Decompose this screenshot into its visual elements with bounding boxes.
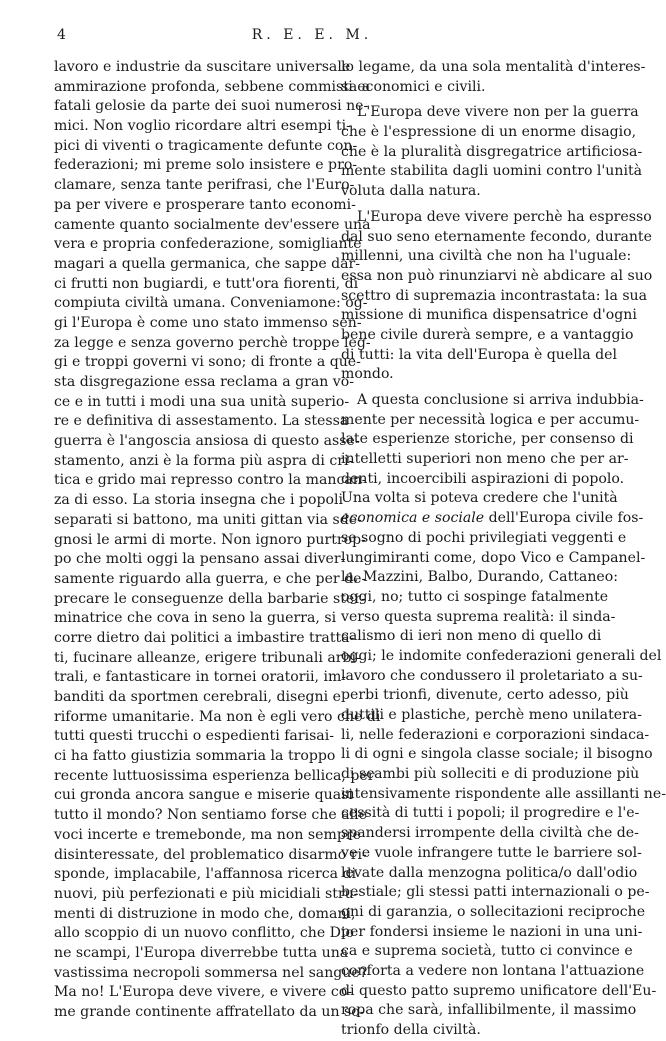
text-line: cui gronda ancora sangue e miserie quasi bbox=[54, 787, 353, 804]
text-line: re e definitiva di assestamento. La stessa bbox=[54, 413, 349, 430]
text-line: ti, fucinare alleanze, erigere tribunali arbi- bbox=[54, 649, 361, 666]
text-line: compiuta civiltà umana. Conveniamone: og- bbox=[54, 295, 368, 312]
text-line: ce e in tutti i modi una sua unità superio- bbox=[54, 393, 350, 410]
text-line: voci incerte e tremebonde, ma non sempre bbox=[54, 826, 361, 843]
text-line: federazioni; mi preme solo insistere e pro- bbox=[54, 157, 358, 174]
text-line: za legge e senza governo perchè troppe leg- bbox=[54, 334, 371, 351]
text-line: Una volta si poteva credere che l'unità bbox=[341, 490, 618, 507]
left-column bbox=[54, 58, 381, 1023]
text-line: samente riguardo alla guerra, e che per de- bbox=[54, 570, 367, 587]
text-line: lavoro e industrie da suscitare universale bbox=[54, 59, 351, 75]
text-line: ve e vuole infrangere tutte le barriere sol- bbox=[341, 844, 642, 861]
paragraph-conclusion bbox=[341, 391, 666, 1041]
italic-line-tail: dell'Europa civile fos- bbox=[484, 510, 644, 527]
text-line: minatrice che cova in seno la guerra, si bbox=[54, 610, 337, 627]
paragraph-civilization bbox=[341, 208, 653, 385]
text-line: recente luttuosissima esperienza bellica, per bbox=[54, 767, 375, 784]
text-line: che è l'espressione di un enorme disagio, bbox=[341, 124, 637, 141]
text-line: di tutti: la vita dell'Europa è quella del bbox=[341, 346, 617, 363]
text-line: che è la pluralità disgregatrice artificiosa- bbox=[341, 143, 643, 160]
right-column bbox=[341, 58, 666, 1041]
text-line: L'Europa deve vivere non per la guerra bbox=[357, 104, 639, 121]
text-line: li di ogni e singola classe sociale; il bisogno bbox=[341, 746, 653, 763]
text-line: me grande continente affratellato da un so- bbox=[54, 1004, 365, 1020]
text-line: mondo. bbox=[341, 366, 394, 383]
text-line: precare le conseguenze della barbarie ster- bbox=[54, 590, 366, 607]
text-line: guerra è l'angoscia ansiosa di questo asse- bbox=[54, 433, 360, 450]
text-line: voluta dalla natura. bbox=[341, 183, 481, 200]
text-line: di scambi più solleciti e di produzione più bbox=[341, 766, 640, 783]
text-line: sta disgregazione essa reclama a gran vo- bbox=[54, 374, 355, 390]
text-line: spandersi irrompente della civiltà che de- bbox=[341, 825, 639, 842]
text-line: bene civile durerà sempre, e a vantaggio bbox=[341, 326, 634, 343]
text-line: dal suo seno eternamente fecondo, durante bbox=[341, 228, 652, 245]
text-line: corre dietro dai politici a imbastire tratta- bbox=[54, 629, 355, 646]
text-line: allo scoppio di un nuovo conflitto, che Dio bbox=[54, 925, 354, 942]
text-line: sponde, implacabile, l'affannosa ricerca di bbox=[54, 866, 357, 883]
text-line: clamare, senza tante perifrasi, che l'Euro- bbox=[54, 177, 355, 194]
text-line: millenni, una civiltà che non ha l'uguale: bbox=[341, 248, 632, 265]
text-line: oggi; le indomite confederazioni generali del bbox=[341, 647, 662, 664]
text-line: si economici e civili. bbox=[341, 78, 486, 95]
text-line: mici. Non voglio ricordare altri esempi ti- bbox=[54, 118, 351, 135]
text-line: ci ha fatto giustizia sommaria la troppo bbox=[54, 748, 336, 765]
text-line: za di esso. La storia insegna che i popoli bbox=[54, 492, 344, 509]
text-line: menti di distruzione in modo che, domani, bbox=[54, 905, 356, 922]
text-line: trali, e fantasticare in tornei oratorii, im- bbox=[54, 669, 347, 686]
text-line: intensivamente rispondente alle assillanti ne- bbox=[341, 785, 666, 802]
text-line: gi e troppi governi vi sono; di fronte a que- bbox=[54, 354, 361, 371]
text-line: gni di garanzia, o sollecitazioni reciproche bbox=[341, 903, 646, 920]
text-line: disinteressate, del problematico disarmo ri- bbox=[54, 846, 367, 863]
text-line: gnosi le armi di morte. Non ignoro purtrop- bbox=[54, 531, 366, 548]
text-line: denti, incoercibili aspirazioni di popolo. bbox=[341, 470, 625, 487]
text-line: vera e propria confederazione, somigliante bbox=[54, 236, 362, 253]
text-line: lo legame, da una sola mentalità d'interes- bbox=[341, 59, 646, 75]
text-line: po che molti oggi la pensano assai diver- bbox=[54, 551, 346, 568]
text-line: per fondersi insieme le nazioni in una uni- bbox=[341, 923, 643, 940]
text-line: conforta a vedere non lontana l'attuazione bbox=[341, 962, 645, 979]
running-title: R. E. E. M. bbox=[251, 27, 373, 43]
text-line: ammirazione profonda, sebbene commista a bbox=[54, 78, 371, 95]
text-line-italic bbox=[341, 509, 644, 529]
text-line: stamento, anzi è la forma più aspra di cri- bbox=[54, 452, 354, 469]
text-line: fatali gelosie da parte dei suoi numerosi ne- bbox=[54, 98, 369, 115]
text-line: essa non può rinunziarvi nè abdicare al suo bbox=[341, 267, 653, 284]
text-line: cessità di tutti i popoli; il progredire e l'e- bbox=[341, 805, 640, 822]
text-line: lavoro che condussero il proletariato a su- bbox=[341, 667, 643, 684]
text-line: li, nelle federazioni e corporazioni sindaca- bbox=[341, 726, 650, 743]
text-line: late esperienze storiche, per consenso di bbox=[341, 431, 634, 448]
text-line: magari a quella germanica, che sappe dar- bbox=[54, 255, 361, 272]
text-line: ne scampi, l'Europa diverrebbe tutta una bbox=[54, 944, 349, 961]
text-line: di questo patto supremo unificatore dell'Eu- bbox=[341, 982, 657, 999]
text-line: missione di munifica dispensatrice d'ogni bbox=[341, 307, 637, 324]
text-line: scettro di supremazia incontrastata: la sua bbox=[341, 287, 648, 304]
text-line: mente stabilita dagli uomini contro l'unità bbox=[341, 163, 643, 180]
text-line: ropa che sarà, infallibilmente, il massimo bbox=[341, 1002, 637, 1019]
paragraph-war bbox=[341, 103, 643, 201]
text-line: lungimiranti come, dopo Vico e Campanel- bbox=[341, 549, 646, 566]
text-line: levate dalla menzogna politica/o dall'odio bbox=[341, 864, 638, 881]
text-line: ci frutti non bugiardi, e tutt'ora fiorenti, di bbox=[54, 275, 359, 292]
text-line: banditi da sportmen cerebrali, disegni e bbox=[54, 689, 341, 705]
text-line: riforme umanitarie. Ma non è egli vero che di bbox=[54, 708, 381, 725]
text-line: oggi, no; tutto ci sospinge fatalmente bbox=[341, 588, 609, 605]
text-line: tutto il mondo? Non sentiamo forse che alle bbox=[54, 807, 367, 824]
text-line: pa per vivere e prosperare tanto economi- bbox=[54, 196, 356, 213]
text-line: L'Europa deve vivere perchè ha espresso bbox=[357, 208, 652, 225]
text-line: tutti questi trucchi o espedienti farisai- bbox=[54, 728, 334, 745]
text-line: mente per necessità logica e per accumu- bbox=[341, 411, 640, 428]
paragraph-continuation bbox=[341, 58, 646, 97]
text-line: gi l'Europa è come uno stato immenso sen- bbox=[54, 314, 362, 331]
text-line: vastissima necropoli sommersa nel sangue? bbox=[54, 964, 368, 981]
text-line: camente quanto socialmente dev'essere una bbox=[54, 216, 371, 233]
text-line: separati si battono, ma uniti gittan via sde- bbox=[54, 511, 362, 528]
text-line: perbi trionfi, divenute, certo adesso, più bbox=[341, 687, 629, 704]
italic-phrase: economica e sociale bbox=[341, 510, 485, 527]
text-line: bestiale; gli stessi patti internazionali o pe- bbox=[341, 884, 650, 901]
text-line: trionfo della civiltà. bbox=[341, 1022, 481, 1038]
text-line: duttili e plastiche, perchè meno unilatera- bbox=[341, 707, 642, 723]
text-line: verso questa suprema realità: il sinda- bbox=[341, 608, 616, 625]
text-line: ca e suprema società, tutto ci convince e bbox=[341, 943, 633, 960]
text-line: nuovi, più perfezionati e più micidiali stru- bbox=[54, 885, 359, 902]
text-line: A questa conclusione si arriva indubbia- bbox=[357, 392, 644, 408]
text-line: pici di viventi o tragicamente defunte con- bbox=[54, 137, 358, 154]
text-line: tica e grido mai represso contro la mancan- bbox=[54, 472, 367, 489]
text-line: calismo di ieri non meno di quello di bbox=[341, 628, 602, 645]
text-line: la, Mazzini, Balbo, Durando, Cattaneo: bbox=[341, 569, 618, 586]
page-number: 4 bbox=[57, 27, 66, 43]
text-line: intelletti superiori non meno che per ar- bbox=[341, 451, 629, 468]
text-line: se sogno di pochi privilegiati veggenti e bbox=[341, 529, 627, 546]
text-line: Ma no! L'Europa deve vivere, e vivere co- bbox=[54, 984, 352, 1001]
